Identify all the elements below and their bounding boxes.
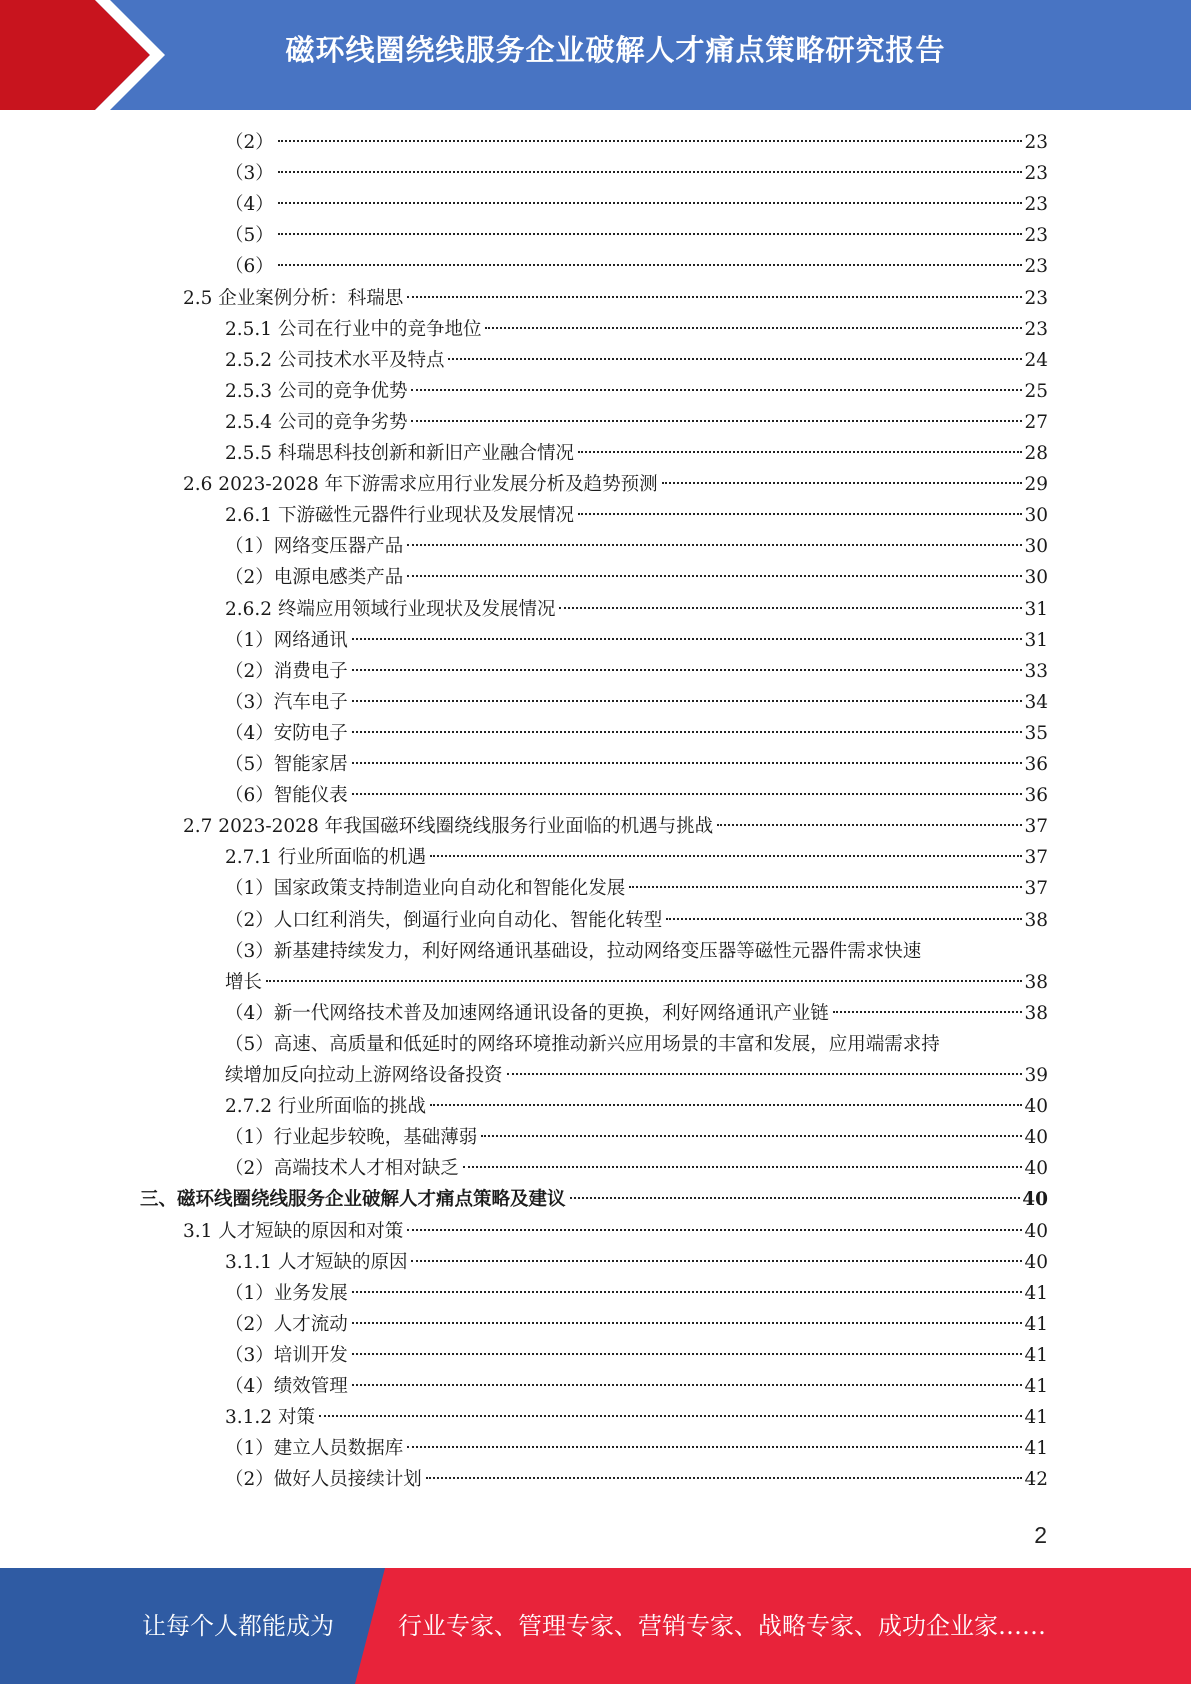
toc-entry-label: （2）做好人员接续计划 [225, 1469, 422, 1491]
toc-entry-page: 38 [1024, 1002, 1048, 1024]
toc-entry-wrapped-line: （3）新基建持续发力，利好网络通讯基础设，拉动网络变压器等磁性元器件需求快速 [225, 940, 922, 962]
toc-entry-label: （2）人口红利消失，倒逼行业向自动化、智能化转型 [225, 909, 663, 931]
toc-entry[interactable] [225, 873, 1048, 904]
toc-leader-dots [352, 638, 1023, 640]
toc-entry-label: 2.6 2023-2028 年下游需求应用行业发展分析及趋势预测 [183, 474, 658, 496]
toc-entry[interactable] [225, 1247, 1048, 1278]
toc-entry-label: （5） [225, 225, 274, 247]
toc-entry-page: 41 [1024, 1407, 1048, 1429]
toc-entry-label: 2.7 2023-2028 年我国磁环线圈绕线服务行业面临的机遇与挑战 [183, 816, 714, 838]
toc-entry-page: 41 [1024, 1313, 1048, 1335]
toc-leader-dots [407, 296, 1022, 298]
toc-entry-page: 42 [1024, 1469, 1048, 1491]
toc-entry-page: 23 [1024, 256, 1048, 278]
page-header [0, 0, 1191, 110]
toc-entry-page: 35 [1024, 722, 1048, 744]
toc-entry[interactable] [225, 656, 1048, 687]
toc-entry-page: 23 [1024, 163, 1048, 185]
toc-entry-page: 29 [1024, 474, 1048, 496]
toc-entry[interactable] [183, 811, 1048, 842]
toc-entry[interactable] [225, 718, 1048, 749]
toc-entry-label: （5）智能家居 [225, 754, 348, 775]
toc-entry-page: 40 [1024, 1127, 1048, 1149]
toc-leader-dots [278, 233, 1023, 235]
toc-entry-label: 3.1 人才短缺的原因和对策 [183, 1220, 404, 1242]
toc-entry-page: 23 [1024, 287, 1048, 309]
toc-entry-page: 23 [1024, 225, 1048, 247]
toc-leader-dots [629, 886, 1022, 888]
toc-entry[interactable] [225, 780, 1048, 811]
toc-entry-page: 38 [1024, 971, 1048, 993]
toc-entry-label: （4）安防电子 [225, 722, 348, 744]
toc-entry[interactable] [225, 998, 1048, 1029]
toc-entry[interactable] [225, 562, 1048, 593]
toc-entry[interactable] [225, 1464, 1048, 1495]
toc-entry[interactable] [225, 842, 1048, 873]
toc-entry-wrapped-line: （5）高速、高质量和低延时的网络环境推动新兴应用场景的丰富和发展，应用端需求持 [225, 1033, 940, 1055]
toc-entry-label: （6）智能仪表 [225, 785, 348, 807]
toc-entry-page: 23 [1024, 318, 1048, 340]
toc-entry[interactable] [225, 189, 1048, 220]
toc-leader-dots [407, 1229, 1022, 1231]
toc-entry-page: 37 [1024, 816, 1048, 838]
toc-entry-label: （1）网络通讯 [225, 629, 348, 651]
toc-entry-label: 2.5.1 公司在行业中的竞争地位 [225, 318, 482, 340]
toc-entry[interactable] [225, 314, 1048, 345]
toc-leader-dots [666, 918, 1022, 920]
header-title: 磁环线圈绕线服务企业破解人才痛点策略研究报告 [285, 33, 946, 67]
toc-entry[interactable] [225, 220, 1048, 251]
toc-leader-dots [407, 544, 1022, 546]
toc-leader-dots [578, 451, 1022, 453]
toc-entry-page: 36 [1024, 785, 1048, 807]
toc-entry[interactable] [225, 376, 1048, 407]
toc-entry[interactable] [225, 749, 1048, 780]
toc-entry[interactable] [225, 687, 1048, 718]
toc-entry-page: 41 [1024, 1344, 1048, 1366]
toc-leader-dots [278, 202, 1023, 204]
toc-leader-dots [507, 1073, 1023, 1075]
toc-leader-dots [481, 1135, 1022, 1137]
toc-leader-dots [278, 140, 1023, 142]
toc-entry-label: （4）新一代网络技术普及加速网络通讯设备的更换，利好网络通讯产业链 [225, 1002, 829, 1024]
toc-entry-page: 41 [1024, 1282, 1048, 1304]
toc-entry-label: （2）人才流动 [225, 1313, 348, 1335]
toc-entry-label: （1）行业起步较晚，基础薄弱 [225, 1127, 478, 1149]
toc-leader-dots [266, 980, 1022, 982]
toc-entry-page: 34 [1024, 691, 1048, 713]
toc-entry[interactable] [225, 1060, 1048, 1091]
toc-entry[interactable] [225, 407, 1048, 438]
toc-leader-dots [411, 389, 1022, 391]
toc-entry-page: 41 [1024, 1376, 1048, 1397]
toc-leader-dots [407, 1446, 1022, 1448]
toc-entry-page: 37 [1024, 878, 1048, 900]
toc-entry-label: （1）国家政策支持制造业向自动化和智能化发展 [225, 878, 626, 900]
toc-entry-page: 30 [1024, 505, 1048, 527]
toc-entry[interactable] [225, 1433, 1048, 1464]
toc-entry[interactable] [225, 1153, 1048, 1184]
toc-entry[interactable] [183, 469, 1048, 500]
toc-entry[interactable] [225, 531, 1048, 562]
toc-leader-dots [411, 420, 1022, 422]
toc-leader-dots [407, 575, 1022, 577]
toc-leader-dots [352, 1291, 1023, 1293]
toc-leader-dots [352, 1353, 1023, 1355]
toc-entry[interactable] [225, 1122, 1048, 1153]
toc-entry-page: 40 [1024, 1096, 1048, 1118]
toc-leader-dots [570, 1197, 1021, 1199]
toc-leader-dots [411, 1260, 1022, 1262]
toc-entry-label: （3）汽车电子 [225, 691, 348, 713]
toc-entry-page: 24 [1024, 349, 1048, 371]
toc-entry[interactable] [225, 438, 1048, 469]
toc-entry-page: 40 [1024, 1158, 1048, 1180]
toc-leader-dots [352, 793, 1023, 795]
toc-entry-label: 2.5.2 公司技术水平及特点 [225, 349, 445, 371]
toc-entry-label: 2.7.2 行业所面临的挑战 [225, 1096, 426, 1118]
toc-leader-dots [352, 700, 1023, 702]
toc-entry-page: 30 [1024, 536, 1048, 558]
toc-leader-dots [662, 482, 1023, 484]
toc-entry-page: 28 [1024, 443, 1048, 464]
toc-entry[interactable] [140, 1184, 1048, 1215]
toc-entry-page: 39 [1024, 1065, 1048, 1086]
toc-entry-label: 2.7.1 行业所面临的机遇 [225, 847, 426, 869]
toc-entry-label: （4）绩效管理 [225, 1376, 348, 1397]
toc-entry-page: 40 [1024, 1251, 1048, 1273]
toc-entry-label: 2.5 企业案例分析：科瑞思 [183, 287, 404, 309]
toc-entry-page: 33 [1024, 660, 1048, 682]
toc-leader-dots [352, 1322, 1023, 1324]
toc-entry[interactable] [225, 1278, 1048, 1309]
toc-entry-label: （1）网络变压器产品 [225, 536, 404, 558]
toc-entry-label: （2） [225, 132, 274, 153]
toc-leader-dots [717, 824, 1022, 826]
toc-entry[interactable] [225, 1091, 1048, 1122]
toc-entry[interactable] [225, 345, 1048, 376]
toc-entry-label: 2.5.4 公司的竞争劣势 [225, 411, 408, 433]
toc-entry[interactable] [225, 158, 1048, 189]
toc-entry-page: 37 [1024, 847, 1048, 869]
toc-entry-label: （4） [225, 194, 274, 216]
footer-slogan-right: 行业专家、管理专家、营销专家、战略专家、成功企业家…… [398, 1612, 1046, 1640]
toc-entry-label: （1）建立人员数据库 [225, 1438, 404, 1460]
toc-entry[interactable] [225, 967, 1048, 998]
toc-leader-dots [578, 513, 1022, 515]
toc-entry-label: 三、磁环线圈绕线服务企业破解人才痛点策略及建议 [140, 1189, 566, 1211]
toc-entry-page: 30 [1024, 567, 1048, 589]
toc-entry[interactable] [225, 127, 1048, 158]
toc-leader-dots [485, 327, 1022, 329]
toc-entry-label: 3.1.2 对策 [225, 1407, 315, 1429]
toc-entry-page: 36 [1024, 754, 1048, 775]
toc-entry-label: 续增加反向拉动上游网络设备投资 [225, 1065, 503, 1086]
toc-leader-dots [352, 762, 1023, 764]
page-footer [0, 1568, 1191, 1684]
toc-entry[interactable] [225, 251, 1048, 282]
toc-leader-dots [559, 607, 1022, 609]
toc-leader-dots [833, 1011, 1023, 1013]
toc-leader-dots [352, 669, 1023, 671]
toc-entry-page: 27 [1024, 411, 1048, 433]
toc-leader-dots [426, 1477, 1023, 1479]
toc-entry-label: 2.5.5 科瑞思科技创新和新旧产业融合情况 [225, 443, 574, 464]
toc-entry-label: 2.6.1 下游磁性元器件行业现状及发展情况 [225, 505, 574, 527]
toc-leader-dots [448, 358, 1022, 360]
toc-entry[interactable] [225, 1309, 1048, 1340]
toc-entry-label: （2）高端技术人才相对缺乏 [225, 1158, 459, 1180]
footer-slogan-left: 让每个人都能成为 [142, 1612, 334, 1640]
toc-leader-dots [278, 171, 1023, 173]
toc-entry-label: 2.5.3 公司的竞争优势 [225, 380, 408, 402]
toc-entry-label: （3） [225, 163, 274, 185]
toc-entry[interactable] [225, 1371, 1048, 1402]
toc-entry-page: 23 [1024, 132, 1048, 153]
toc-entry[interactable] [225, 1340, 1048, 1371]
toc-entry-label: （6） [225, 256, 274, 278]
toc-entry-page: 25 [1024, 380, 1048, 402]
toc-entry-label: （3）培训开发 [225, 1344, 348, 1366]
toc-entry[interactable] [225, 1402, 1048, 1433]
toc-leader-dots [463, 1166, 1023, 1168]
toc-entry-page: 40 [1022, 1189, 1048, 1211]
toc-entry-page: 41 [1024, 1438, 1048, 1460]
toc-entry-page: 23 [1024, 194, 1048, 216]
toc-entry-page: 38 [1024, 909, 1048, 931]
toc-entry-label: 2.6.2 终端应用领域行业现状及发展情况 [225, 598, 556, 620]
toc-entry[interactable] [225, 905, 1048, 936]
toc-entry[interactable] [225, 500, 1048, 531]
toc-entry-label: 增长 [225, 971, 263, 993]
toc-entry[interactable] [225, 625, 1048, 656]
page-number: 2 [1034, 1522, 1047, 1548]
toc-entry-page: 40 [1024, 1220, 1048, 1242]
toc-leader-dots [430, 1104, 1022, 1106]
toc-leader-dots [430, 855, 1022, 857]
toc-entry-label: （2）消费电子 [225, 660, 348, 682]
toc-entry[interactable] [183, 1216, 1048, 1247]
toc-leader-dots [278, 264, 1023, 266]
toc-leader-dots [319, 1415, 1023, 1417]
toc-entry-label: 3.1.1 人才短缺的原因 [225, 1251, 408, 1273]
toc-leader-dots [352, 1384, 1023, 1386]
toc-entry[interactable] [225, 594, 1048, 625]
toc-entry-page: 31 [1024, 598, 1048, 620]
toc-entry-label: （2）电源电感类产品 [225, 567, 404, 589]
toc-entry[interactable] [183, 283, 1048, 314]
toc-leader-dots [352, 731, 1023, 733]
toc-entry-label: （1）业务发展 [225, 1282, 348, 1304]
toc-entry-page: 31 [1024, 629, 1048, 651]
